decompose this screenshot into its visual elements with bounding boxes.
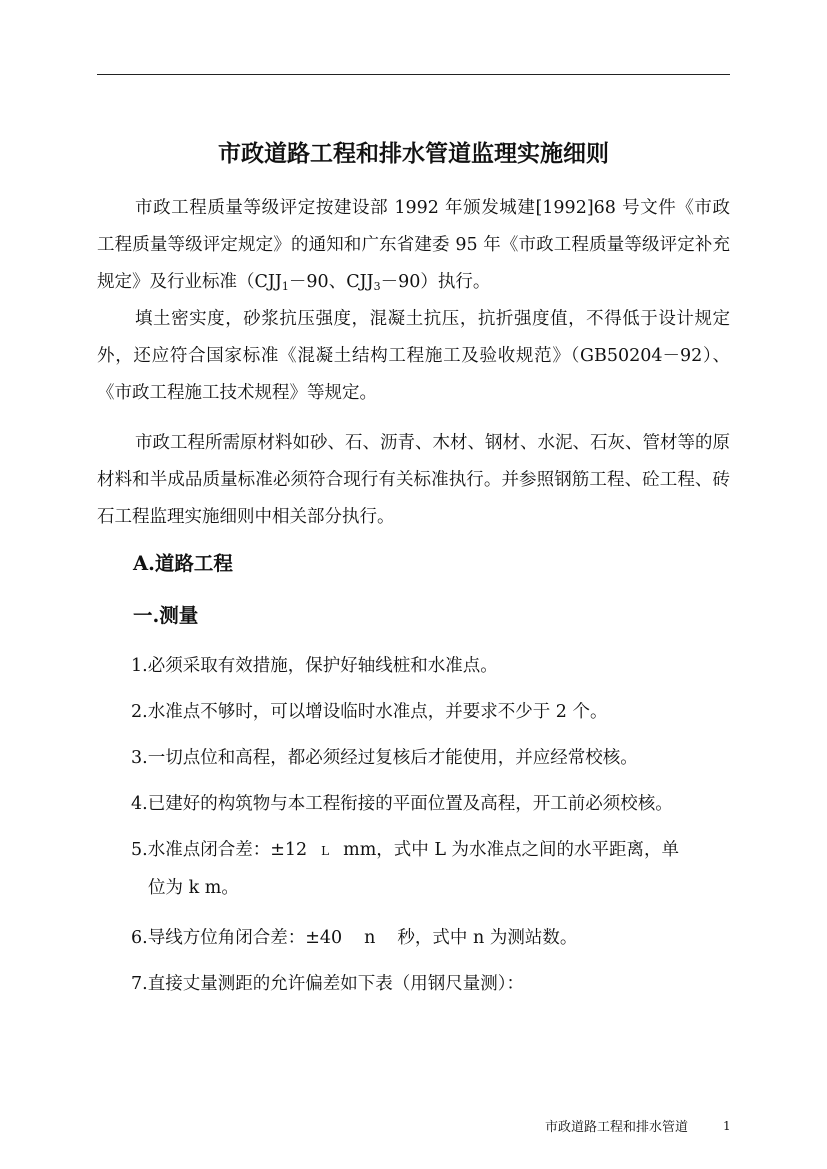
item5-text-b: mm，式中 L 为水准点之间的水平距离，单 xyxy=(343,840,680,860)
intro-paragraph-3: 市政工程所需原材料如砂、石、沥青、木材、钢材、水泥、石灰、管材等的原材料和半成品质量标准必须符合现行有关标准执行。并参照钢筋工程、砼工程、砖石工程监理实施细则中相关部分执行。 xyxy=(97,433,730,527)
section-heading-survey: 一.测量 xyxy=(133,604,199,627)
subscript-1: 1 xyxy=(281,280,289,293)
list-item: 4.已建好的构筑物与本工程衔接的平面位置及高程，开工前必须校核。 xyxy=(131,794,673,814)
intro-paragraph-2: 填土密实度，砂浆抗压强度，混凝土抗压，抗折强度值，不得低于设计规定外，还应符合国家标准《混凝土结构工程施工及验收规范》（GB50204－92）、《市政工程施工技术规程》等规定。 xyxy=(97,309,730,403)
list-item: 1.必须采取有效措施，保护好轴线桩和水准点。 xyxy=(131,656,498,676)
page-number: 1 xyxy=(723,1119,731,1133)
item6-text-a: 6.导线方位角闭合差：±40 xyxy=(131,928,343,948)
header-rule xyxy=(97,74,730,75)
section-heading-road: A.道路工程 xyxy=(133,552,233,575)
subscript-3: 3 xyxy=(373,280,381,293)
intro-p1-text-c: －90）执行。 xyxy=(380,272,491,292)
page-footer: 市政道路工程和排水管道 xyxy=(545,1120,689,1135)
document-title: 市政道路工程和排水管道监理实施细则 xyxy=(218,140,609,167)
intro-p1-text-b: －90、CJJ xyxy=(288,272,374,292)
item6-formula-n: n xyxy=(364,928,376,948)
list-item xyxy=(131,920,731,957)
item5-text-c: 位为 k m。 xyxy=(148,878,239,898)
list-item: 3.一切点位和高程，都必须经过复核后才能使用，并应经常校核。 xyxy=(131,748,638,768)
intro-p1-text-a: 市政工程质量等级评定按建设部 1992 年颁发城建[1992]68 号文件《市政工程质量等级评定规定》的通知和广东省建委 95 年《市政工程质量等级评定补充规定》及行业标准（CJJ xyxy=(97,198,730,292)
list-item: 2.水准点不够时，可以增设临时水准点，并要求不少于 2 个。 xyxy=(131,702,608,722)
intro-paragraph-1 xyxy=(97,190,730,305)
item5-text-a: 5.水准点闭合差：±12 xyxy=(131,840,308,860)
item6-text-b: 秒，式中 n 为测站数。 xyxy=(397,928,578,948)
list-item: 7.直接丈量测距的允许偏差如下表（用钢尺量测）： xyxy=(131,974,524,994)
list-item xyxy=(131,832,731,907)
item5-formula-L: L xyxy=(321,844,330,858)
